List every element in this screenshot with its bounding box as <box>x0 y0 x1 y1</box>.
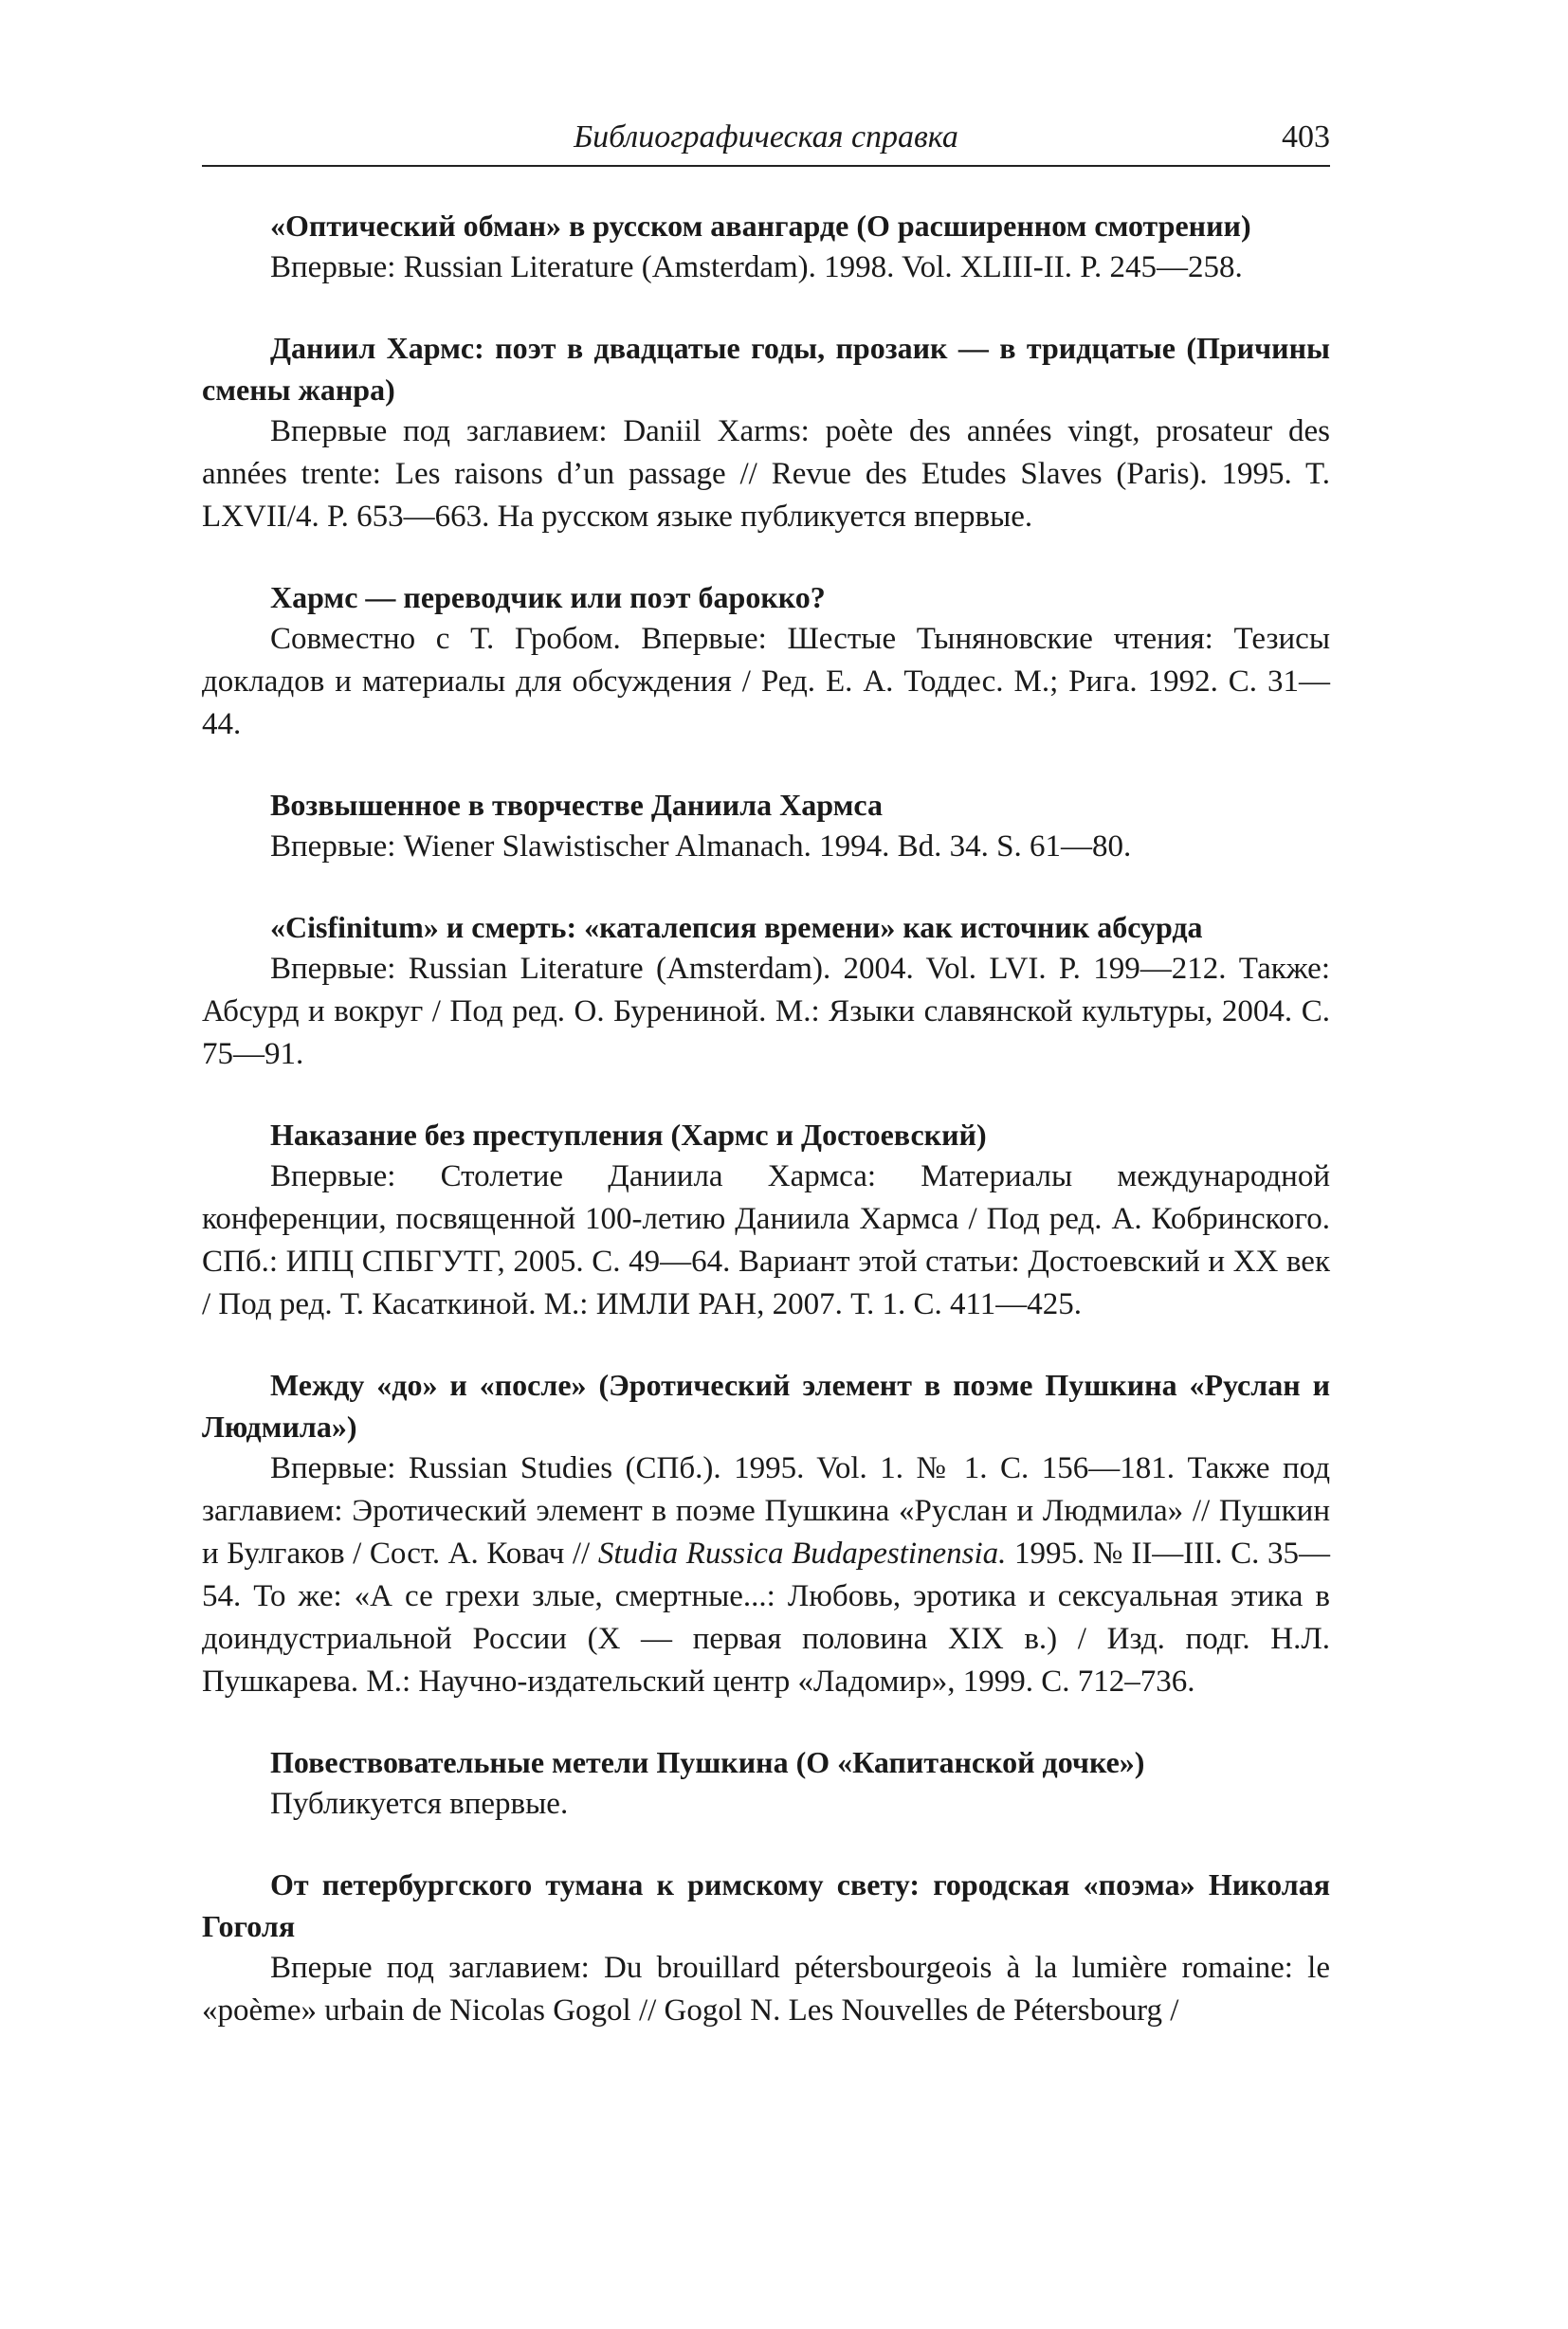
bibliography-entry <box>202 1741 1330 1826</box>
entry-title: Между «до» и «после» (Эротический элемент в поэме Пушкина «Руслан и Людмила») <box>202 1368 1330 1444</box>
running-title: Библиографическая справка <box>574 119 958 155</box>
bibliography-entry <box>202 784 1330 868</box>
entry-title: Возвышенное в творчестве Даниила Хармса <box>270 788 883 822</box>
entry-body: Впервые: Wiener Slawistischer Almanach. 1994. Bd. 34. S. 61—80. <box>270 829 1132 864</box>
journal-title-italic: Studia Russica Budapestinensia. <box>597 1537 1007 1571</box>
entry-title: Даниил Хармс: поэт в двадцатые годы, прозаик — в тридцатые (Причины смены жанра) <box>202 331 1330 407</box>
entry-title: «Оптический обман» в русском авангарде (О расширенном смотрении) <box>270 209 1251 243</box>
entry-body: Впервые: Russian Literature (Amsterdam). 1998. Vol. XLIII-II. P. 245—258. <box>270 250 1243 284</box>
entry-title: Хармс — переводчик или поэт барокко? <box>270 580 826 614</box>
page-number: 403 <box>1282 119 1330 155</box>
bibliography-entry <box>202 1364 1330 1703</box>
entry-body-text: Впервые: Russian Studies (СПб.). 1995. Vol. 1. № 1. С. 156—181. Также под заглавием: Эротический элемент в поэме Пушкина «Руслан и Людмила» // Пушкин и Булгаков / Сост. А. Ковач // <box>202 1451 1330 1571</box>
running-head <box>202 114 1330 167</box>
book-page <box>202 114 1330 2070</box>
entry-body: Впервые под заглавием: Daniil Xarms: poète des années vingt, prosateur des années trente: Les raisons d’un passage // Revue des Etudes Slaves (Paris). 1995. T. LXVII/4. P. 653—663. На русском языке публикуется впервые. <box>202 414 1330 534</box>
bibliography-list <box>202 205 1330 2032</box>
bibliography-entry <box>202 576 1330 746</box>
bibliography-entry <box>202 205 1330 289</box>
entry-body <box>202 1447 1330 1703</box>
entry-body: Публикуется впервые. <box>270 1787 569 1821</box>
bibliography-entry <box>202 327 1330 538</box>
entry-body: Вперые под заглавием: Du brouillard pétersbourgeois à la lumière romaine: le «poème» urbain de Nicolas Gogol // Gogol N. Les Nouvelles de Pétersbourg / <box>202 1951 1330 2028</box>
entry-body: Впервые: Столетие Даниила Хармса: Материалы международной конференции, посвященной 100-летию Даниила Хармса / Под ред. А. Кобринского. СПб.: ИПЦ СПБГУТГ, 2005. С. 49—64. Вариант этой статьи: Достоевский и XX век / Под ред. Т. Касаткиной. М.: ИМЛИ РАН, 2007. Т. 1. С. 411—425. <box>202 1159 1330 1321</box>
bibliography-entry <box>202 906 1330 1076</box>
bibliography-entry <box>202 1114 1330 1326</box>
entry-body: Впервые: Russian Literature (Amsterdam). 2004. Vol. LVI. P. 199—212. Также: Абсурд и вокруг / Под ред. О. Бурениной. М.: Языки славянской культуры, 2004. С. 75—91. <box>202 952 1330 1071</box>
entry-title: Повествовательные метели Пушкина (О «Капитанской дочке») <box>270 1745 1145 1779</box>
entry-title: «Cisfinitum» и смерть: «каталепсия времени» как источник абсурда <box>270 910 1203 944</box>
entry-title: Наказание без преступления (Хармс и Достоевский) <box>270 1118 987 1152</box>
bibliography-entry <box>202 1864 1330 2032</box>
entry-body: Совместно с Т. Гробом. Впервые: Шестые Тыняновские чтения: Тезисы докладов и материалы для обсуждения / Ред. Е. А. Тоддес. М.; Рига. 1992. С. 31—44. <box>202 622 1330 741</box>
entry-body-text: 1995. № II—III. С. 35—54. То же: «А се грехи злые, смертные...: Любовь, эротика и сексуальная этика в доиндустриальной России (X — первая половина XIX в.) / Изд. подг. Н.Л. Пушкарева. М.: Научно-издательский центр «Ладомир», 1999. С. 712–736. <box>202 1537 1330 1699</box>
entry-title: От петербургского тумана к римскому свету: городская «поэма» Николая Гоголя <box>202 1867 1330 1943</box>
